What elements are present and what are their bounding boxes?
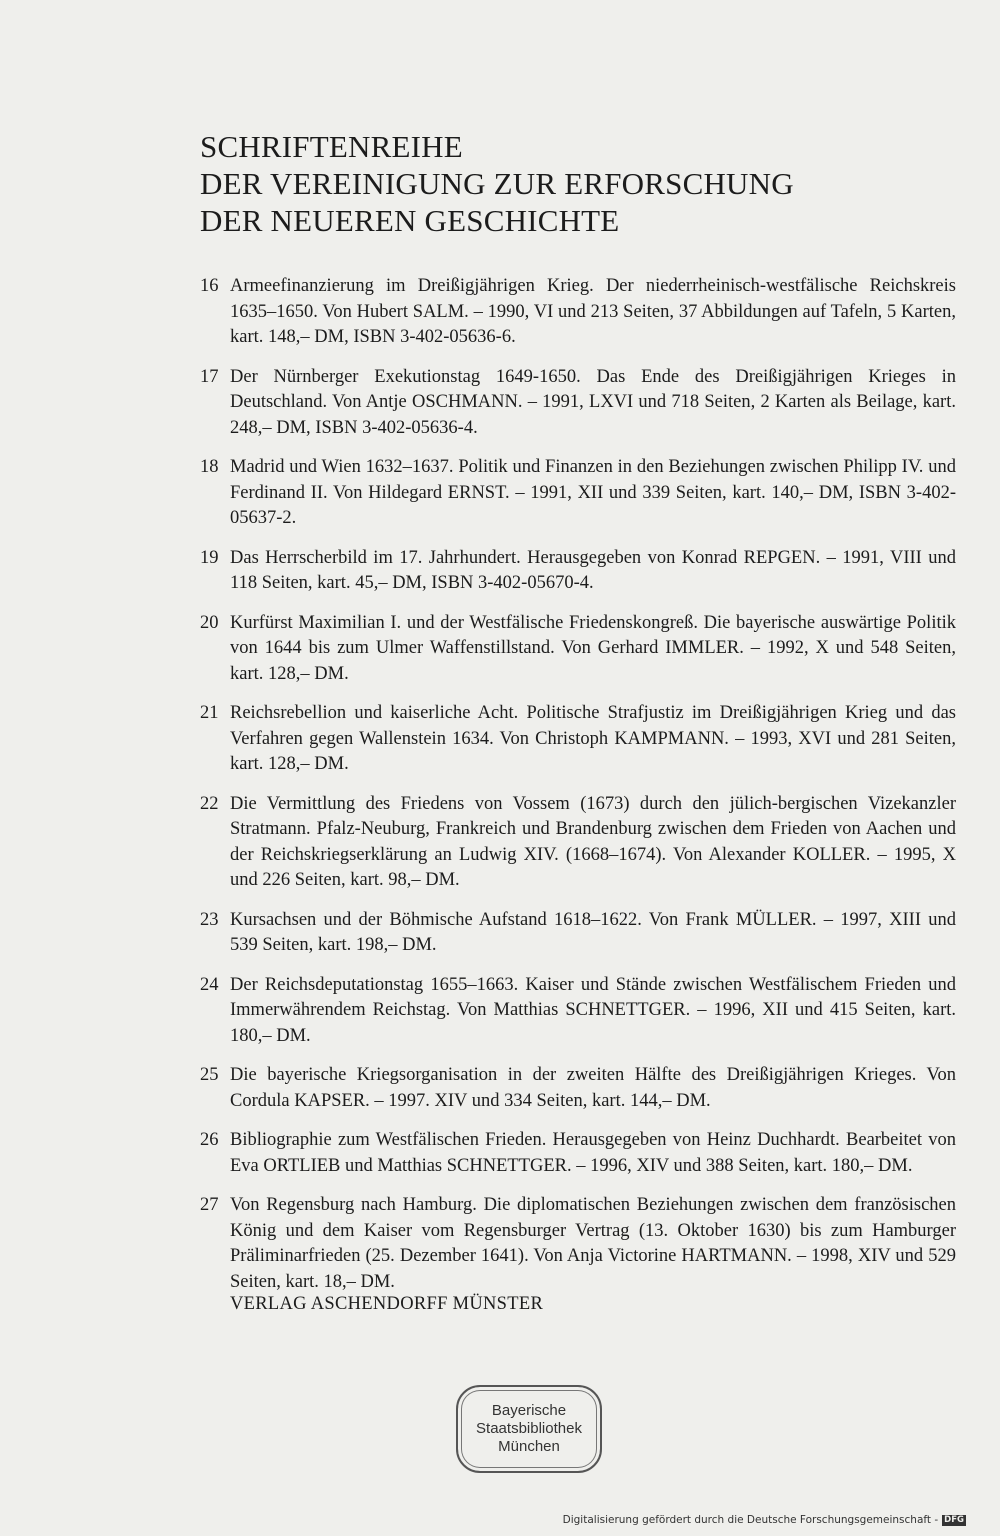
- volume-description: Reichsrebellion und kaiserliche Acht. Politische Strafjustiz im Dreißigjährigen Krieg und das Verfahren gegen Wallenstein 1634. Von Christoph KAMPMANN. – 1993, XVI und 281 Seiten, kart. 128,– DM.: [230, 703, 956, 774]
- volume-description: Von Regensburg nach Hamburg. Die diplomatischen Beziehungen zwischen dem französischen König und dem Kaiser vom Regensburger Vertrag (13. Oktober 1630) bis zum Hamburger Präliminarfrieden (25. Dezember 1641). Von Anja Victorine HARTMANN. – 1998, XIV und 529 Seiten, kart. 18,– DM.: [230, 1195, 956, 1292]
- series-title-line: SCHRIFTENREIHE: [200, 129, 463, 164]
- volume-description: Der Nürnberger Exekutionstag 1649-1650. Das Ende des Dreißigjährigen Krieges in Deutschland. Von Antje OSCHMANN. – 1991, LXVI und 718 Seiten, 2 Karten als Beilage, kart. 248,– DM, ISBN 3-402-05636-4.: [230, 366, 956, 438]
- volume-entry: [200, 546, 956, 597]
- stamp-line: Staatsbibliothek: [476, 1420, 582, 1437]
- volume-number: 25: [200, 1065, 219, 1085]
- volume-entry: [200, 274, 956, 351]
- dfg-logo-icon: DFG: [944, 1514, 964, 1525]
- volume-number: 19: [200, 547, 219, 568]
- volume-description: Armeefinanzierung im Dreißigjährigen Krieg. Der niederrheinisch-westfälische Reichskreis 1635–1650. Von Hubert SALM. – 1990, VI und 213 Seiten, 37 Abbildungen auf Tafeln, 5 Karten, kart. 148,– DM, ISBN 3-402-05636-6.: [230, 276, 956, 347]
- volume-number: 23: [200, 909, 219, 930]
- volume-entry: [200, 1193, 956, 1295]
- volume-entry: [200, 365, 956, 442]
- volume-number: 20: [200, 612, 219, 633]
- volume-entry: [200, 1128, 956, 1179]
- volume-number: 17: [200, 366, 219, 387]
- volume-entry: [200, 455, 956, 532]
- volume-entry: [200, 792, 956, 894]
- volume-entry: [200, 908, 956, 959]
- stamp-line: München: [498, 1438, 560, 1455]
- volume-description: Bibliographie zum Westfälischen Frieden. Herausgegeben von Heinz Duchhardt. Bearbeitet von Eva ORTLIEB und Matthias SCHNETTGER. – 1996, XIV und 388 Seiten, kart. 180,– DM.: [230, 1130, 956, 1176]
- series-title: [200, 128, 960, 239]
- volume-number: 24: [200, 974, 219, 995]
- library-stamp: [456, 1385, 602, 1473]
- footer-text: Digitalisierung gefördert durch die Deutsche Forschungsgemeinschaft -: [562, 1514, 939, 1526]
- digitization-footer: [563, 1514, 966, 1526]
- volume-entry: [200, 701, 956, 778]
- volume-description: Der Reichsdeputationstag 1655–1663. Kaiser und Stände zwischen Westfälischem Frieden und Immerwährendem Reichstag. Von Matthias SCHNETTGER. – 1996, XII und 415 Seiten, kart. 180,– DM.: [230, 974, 956, 1046]
- volume-description: Die bayerische Kriegsorganisation in der zweiten Hälfte des Dreißigjährigen Krieges. Von Cordula KAPSER. – 1997. XIV und 334 Seiten, kart. 144,– DM.: [230, 1065, 956, 1111]
- volume-number: 26: [200, 1130, 219, 1150]
- series-title-line: DER VEREINIGUNG ZUR ERFORSCHUNG: [200, 166, 794, 201]
- volume-description: Madrid und Wien 1632–1637. Politik und Finanzen in den Beziehungen zwischen Philipp IV. und Ferdinand II. Von Hildegard ERNST. – 1991, XII und 339 Seiten, kart. 140,– DM, ISBN 3-402-05637-2.: [230, 457, 956, 528]
- volume-description: Kursachsen und der Böhmische Aufstand 1618–1622. Von Frank MÜLLER. – 1997, XIII und 539 Seiten, kart. 198,– DM.: [230, 909, 956, 955]
- publisher-imprint: VERLAG ASCHENDORFF MÜNSTER: [230, 1294, 544, 1314]
- series-volume-list: [200, 274, 956, 1309]
- volume-entry: [200, 973, 956, 1050]
- volume-entry: [200, 1063, 956, 1114]
- volume-description: Das Herrscherbild im 17. Jahrhundert. Herausgegeben von Konrad REPGEN. – 1991, VIII und 118 Seiten, kart. 45,– DM, ISBN 3-402-05670-4.: [230, 547, 956, 593]
- volume-number: 27: [200, 1195, 219, 1215]
- volume-number: 21: [200, 703, 219, 723]
- volume-entry: [200, 611, 956, 688]
- volume-description: Kurfürst Maximilian I. und der Westfälische Friedenskongreß. Die bayerische auswärtige Politik von 1644 bis zum Ulmer Waffenstillstand. Von Gerhard IMMLER. – 1992, X und 548 Seiten, kart. 128,– DM.: [230, 612, 956, 684]
- volume-number: 16: [200, 276, 219, 296]
- volume-number: 18: [200, 457, 219, 477]
- volume-description: Die Vermittlung des Friedens von Vossem (1673) durch den jülich-bergischen Vizekanzler Stratmann. Pfalz-Neuburg, Frankreich und Brandenburg zwischen dem Frieden von Aachen und der Reichskriegserklärung an Ludwig XIV. (1668–1674). Von Alexander KOLLER. – 1995, X und 226 Seiten, kart. 98,– DM.: [230, 793, 956, 890]
- series-title-line: DER NEUEREN GESCHICHTE: [200, 203, 620, 238]
- volume-number: 22: [200, 793, 219, 814]
- stamp-line: Bayerische: [491, 1402, 567, 1419]
